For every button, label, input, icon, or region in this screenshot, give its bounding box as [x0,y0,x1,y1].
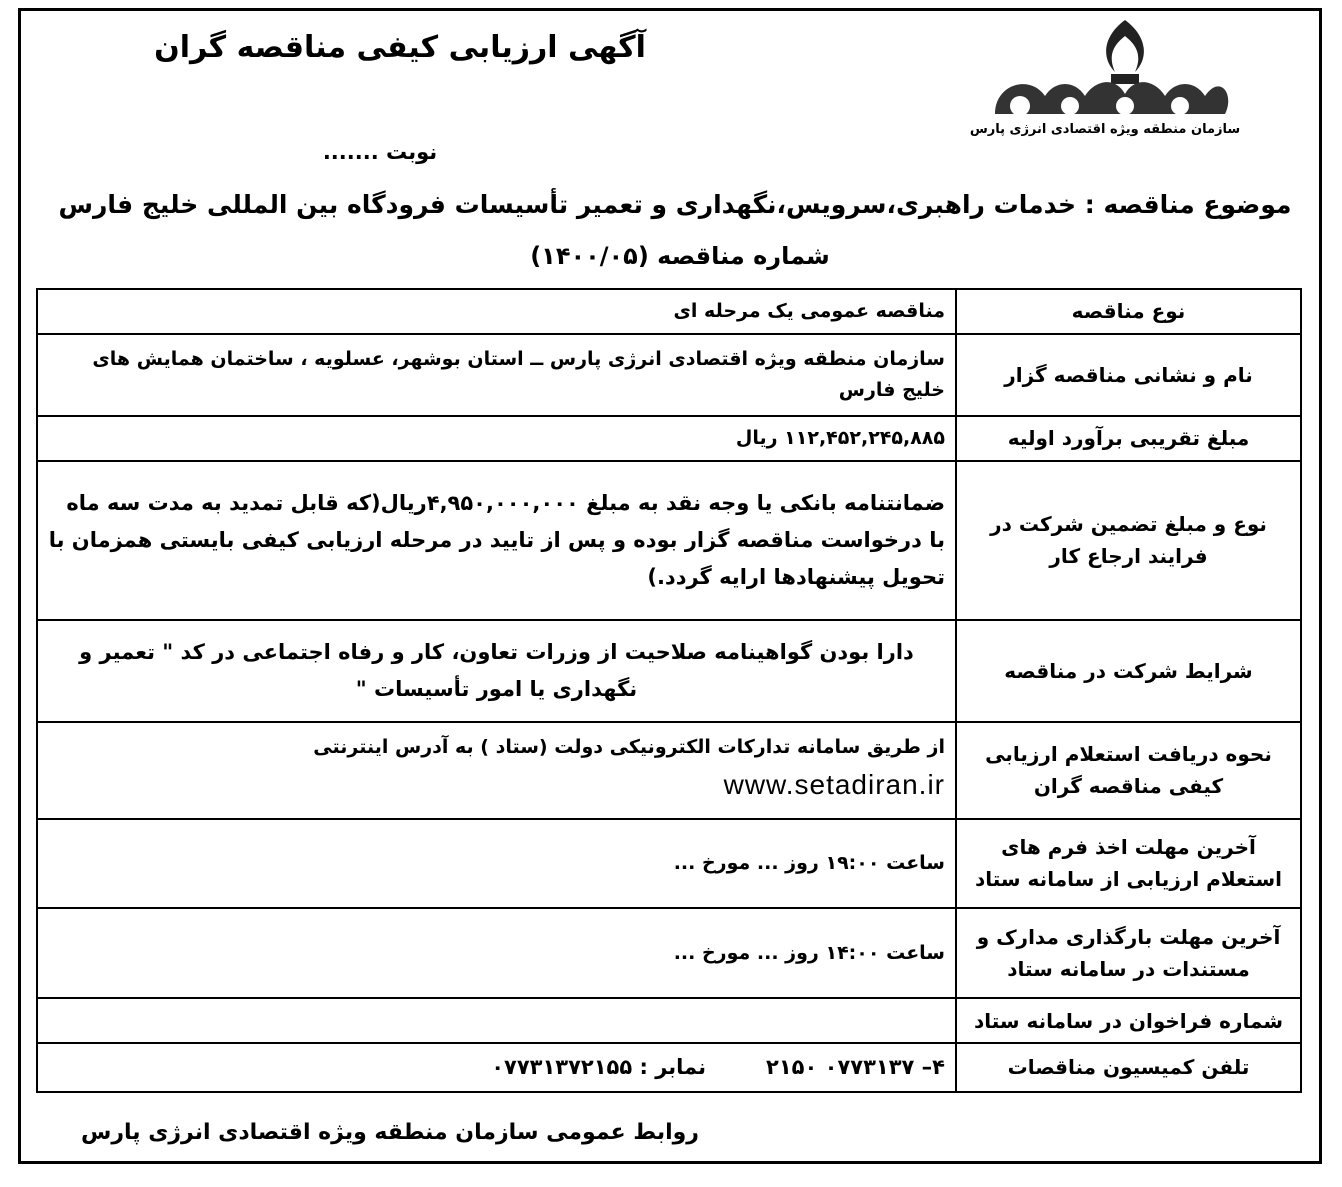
table-row [37,334,1301,416]
page-title: آگهی ارزیابی کیفی مناقصه گران [154,30,646,65]
row-label: شرایط شرکت در مناقصه [956,620,1301,722]
table-row [37,416,1301,462]
organization-logo [905,14,1305,142]
row-value: ساعت ۱۹:۰۰ روز ... مورخ ... [37,819,956,909]
row-label: نحوه دریافت استعلام ارزیابی کیفی مناقصه گران [956,722,1301,819]
row-label: نوع و مبلغ تضمین شرکت در فرایند ارجاع کار [956,461,1301,619]
table-row [37,998,1301,1043]
tender-number: شماره مناقصه (۱۴۰۰/۰۵) [530,242,830,270]
row-value [37,722,956,819]
row-value: مناقصه عمومی یک مرحله ای [37,289,956,334]
row-label: تلفن کمیسیون مناقصات [956,1043,1301,1092]
tender-subject: موضوع مناقصه : خدمات راهبری،سرویس،نگهداری و تعمیر تأسیسات فرودگاه بین المللی خلیج فارس [58,190,1292,219]
row-value: ۱۱۲,۴۵۲,۲۴۵,۸۸۵ ریال [37,416,956,462]
table-row [37,908,1301,998]
row-value: ساعت ۱۴:۰۰ روز ... مورخ ... [37,908,956,998]
row-value: سازمان منطقه ویژه اقتصادی انرژی پارس ــ استان بوشهر، عسلویه ، ساختمان همایش های خلیج فارس [37,334,956,416]
footer-signature: روابط عمومی سازمان منطقه ویژه اقتصادی انرژی پارس [81,1120,699,1145]
setad-url-link[interactable]: www.setadiran.ir [723,768,945,800]
row-label: شماره فراخوان در سامانه ستاد [956,998,1301,1043]
row-label: آخرین مهلت اخذ فرم های استعلام ارزیابی از سامانه ستاد [956,819,1301,909]
table-row [37,461,1301,619]
table-row [37,722,1301,819]
logo-caption: سازمان منطقه ویژه اقتصادی انرژی پارس [969,122,1241,137]
row-value: دارا بودن گواهینامه صلاحیت از وزرات تعاون، کار و رفاه اجتماعی در کد " تعمیر و نگهداری یا امور تأسیسات " [37,620,956,722]
phone-number: ۴– ۰۷۷۳۱۳۷ ۲۱۵۰ [766,1054,945,1079]
row-label: نوع مناقصه [956,289,1301,334]
row-value [37,998,956,1043]
table-row [37,620,1301,722]
fax-number: نمابر : ۰۷۷۳۱۳۷۲۱۵۵ [491,1054,707,1079]
row-label: آخرین مهلت بارگذاری مدارک و مستندات در سامانه ستاد [956,908,1301,998]
row-label: نام و نشانی مناقصه گزار [956,334,1301,416]
row-value [37,1043,956,1092]
row-label: مبلغ تقریبی برآورد اولیه [956,416,1301,462]
flame-logo-icon [975,14,1235,122]
table-row [37,289,1301,334]
row-value: ضمانتنامه بانکی یا وجه نقد به مبلغ ۴,۹۵۰,۰۰۰,۰۰۰ریال(که قابل تمدید به مدت سه ماه با درخواست مناقصه گزار بوده و پس از تایید در مرحله ارزیابی کیفی بایستی همزمان با تحویل پیشنهادها ارایه گردد.) [37,461,956,619]
table-row [37,1043,1301,1092]
table-row [37,819,1301,909]
tender-info-table [36,288,1302,1093]
round-label: نوبت ....... [322,140,438,164]
receive-method-text: از طریق سامانه تدارکات الکترونیکی دولت (ستاد ) به آدرس اینترنتی [313,736,945,759]
